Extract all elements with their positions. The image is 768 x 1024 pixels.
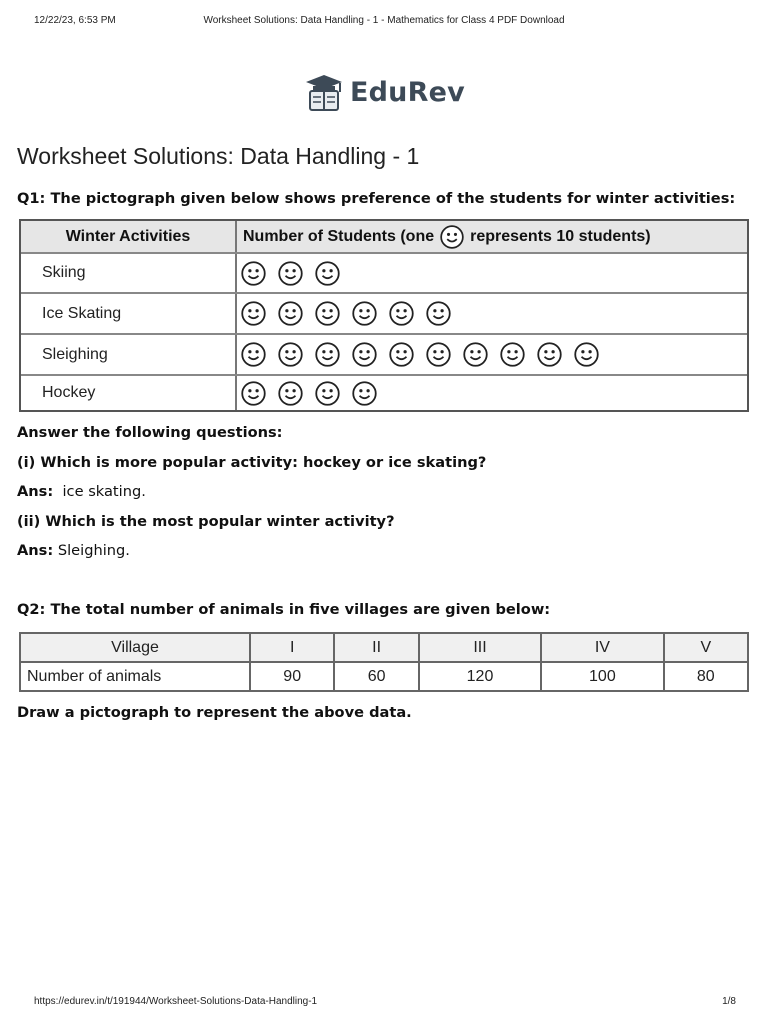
symbol-row — [237, 300, 452, 327]
smiley-face-icon — [425, 341, 452, 368]
animals-cell: 120 — [419, 662, 541, 691]
pictograph-row — [21, 294, 747, 335]
smiley-face-icon — [277, 341, 304, 368]
smiley-face-icon — [573, 341, 600, 368]
smiley-face-icon — [425, 300, 452, 327]
print-header — [0, 15, 768, 29]
header-winter-activities: Winter Activities — [65, 227, 191, 245]
q1-instruction: Answer the following questions: — [17, 424, 283, 441]
smiley-face-icon — [240, 341, 267, 368]
village-row — [20, 633, 748, 662]
smiley-face-icon — [388, 341, 415, 368]
animals-row — [20, 662, 748, 691]
symbol-row — [237, 260, 341, 287]
activity-label: Hockey — [21, 376, 237, 410]
animals-cell: 60 — [334, 662, 418, 691]
animals-cell: 90 — [250, 662, 334, 691]
q1-question: Q1: The pictograph given below shows preference of the students for winter activities: — [17, 190, 736, 207]
answer-label: Ans: — [17, 542, 54, 559]
smiley-face-icon — [351, 300, 378, 327]
activity-label: Ice Skating — [21, 294, 237, 333]
brand-name: EduRev — [350, 76, 465, 108]
animals-cell: 80 — [664, 662, 748, 691]
village-cell: I — [250, 633, 334, 662]
q1-sub2-answer — [17, 542, 130, 559]
activity-label: Sleighing — [21, 335, 237, 374]
smiley-face-icon — [314, 380, 341, 407]
q1-sub2-question: (ii) Which is the most popular winter activity? — [17, 513, 395, 530]
pictograph-table — [19, 219, 749, 412]
smiley-face-icon — [314, 300, 341, 327]
page-title: Worksheet Solutions: Data Handling - 1 — [17, 143, 420, 169]
pictograph-row — [21, 335, 747, 376]
animals-label: Number of animals — [20, 662, 250, 691]
smiley-face-icon — [439, 224, 465, 250]
symbol-row — [237, 341, 600, 368]
print-datetime: 12/22/23, 6:53 PM — [34, 15, 116, 26]
footer-url[interactable]: https://edurev.in/t/191944/Worksheet-Solutions-Data-Handling-1 — [34, 996, 318, 1007]
smiley-face-icon — [277, 300, 304, 327]
pictograph-row — [21, 376, 747, 410]
smiley-face-icon — [499, 341, 526, 368]
village-cell: III — [419, 633, 541, 662]
village-cell: II — [334, 633, 418, 662]
village-table — [19, 632, 749, 692]
symbol-row — [237, 380, 378, 407]
q2-instruction: Draw a pictograph to represent the above data. — [17, 704, 412, 721]
answer-text: ice skating. — [62, 483, 146, 500]
smiley-face-icon — [277, 260, 304, 287]
pictograph-header-row — [21, 221, 747, 254]
village-cell: V — [664, 633, 748, 662]
smiley-face-icon — [536, 341, 563, 368]
village-label: Village — [20, 633, 250, 662]
smiley-face-icon — [277, 380, 304, 407]
answer-text: Sleighing. — [57, 542, 130, 559]
smiley-face-icon — [314, 260, 341, 287]
smiley-face-icon — [351, 380, 378, 407]
header-number-of-students: Number of Students (one — [243, 227, 435, 245]
smiley-face-icon — [240, 380, 267, 407]
q1-sub1-answer — [17, 483, 146, 500]
animals-cell: 100 — [541, 662, 663, 691]
print-footer — [0, 996, 768, 1010]
page-number: 1/8 — [722, 996, 736, 1007]
smiley-face-icon — [351, 341, 378, 368]
header-represents: represents 10 students) — [470, 227, 651, 245]
smiley-face-icon — [314, 341, 341, 368]
q1-sub1-question: (i) Which is more popular activity: hockey or ice skating? — [17, 454, 487, 471]
edurev-logo[interactable] — [302, 72, 465, 112]
village-cell: IV — [541, 633, 663, 662]
smiley-face-icon — [462, 341, 489, 368]
activity-label: Skiing — [21, 254, 237, 292]
smiley-face-icon — [240, 300, 267, 327]
smiley-face-icon — [240, 260, 267, 287]
print-doc-title: Worksheet Solutions: Data Handling - 1 - Mathematics for Class 4 PDF Download — [203, 15, 565, 26]
smiley-face-icon — [388, 300, 415, 327]
pictograph-row — [21, 254, 747, 294]
answer-label: Ans: — [17, 483, 54, 500]
q2-question: Q2: The total number of animals in five villages are given below: — [17, 601, 551, 618]
graduation-cap-book-icon — [302, 72, 346, 112]
